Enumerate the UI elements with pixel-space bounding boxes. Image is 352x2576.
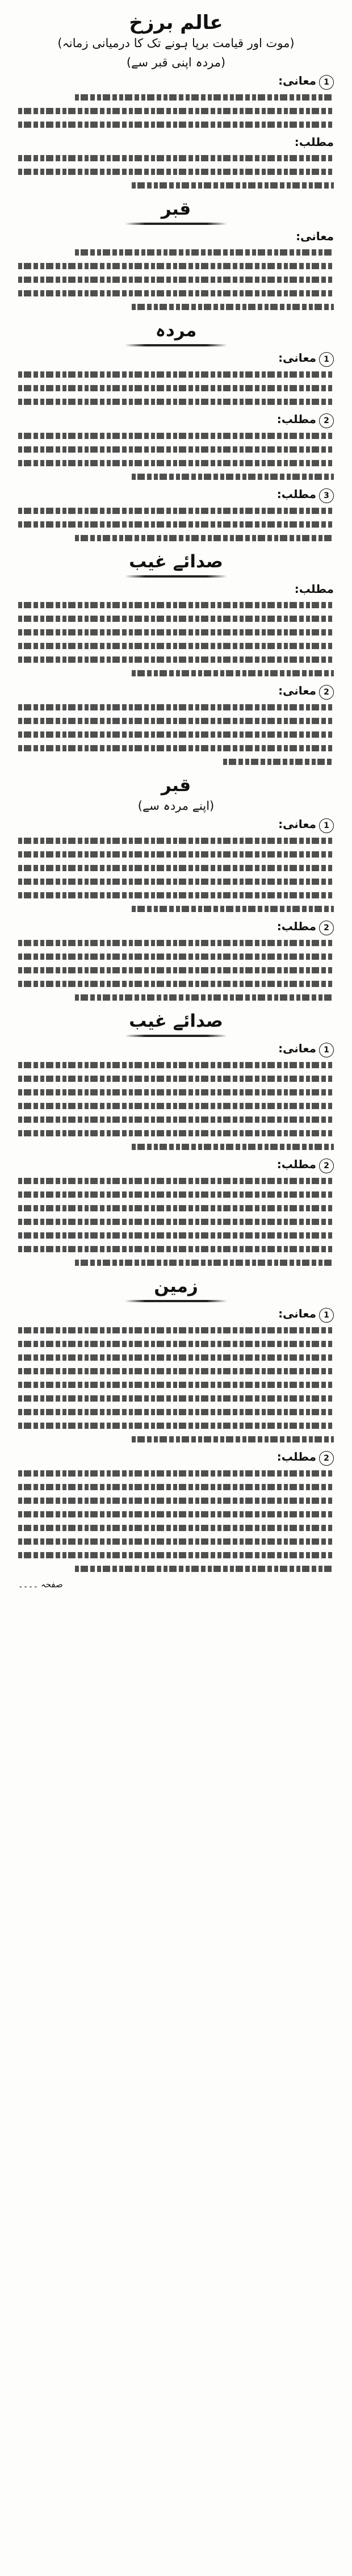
text-line <box>18 1511 334 1517</box>
text-line <box>18 1395 334 1402</box>
page-footer: صفحہ ۔۔۔۔ <box>18 1579 63 1590</box>
text-line <box>18 1552 334 1558</box>
text-line <box>75 535 334 541</box>
text-line <box>132 474 334 480</box>
text-line <box>18 745 334 751</box>
title-rule <box>125 1300 227 1302</box>
text-line <box>18 433 334 439</box>
text-line <box>18 1354 334 1361</box>
text-line <box>18 155 334 161</box>
text-line <box>18 1103 334 1109</box>
text-line <box>18 1089 334 1095</box>
matlab-label: مطلب: <box>294 582 334 596</box>
text-line <box>18 277 334 283</box>
text-line <box>18 879 334 885</box>
section-title: قبر <box>161 775 191 796</box>
paragraph <box>18 919 334 1001</box>
text-line <box>18 643 334 649</box>
text-line <box>18 108 334 114</box>
section-subtitle: (اپنے مردہ سے) <box>137 799 215 813</box>
title-rule <box>125 344 227 346</box>
meaning-label: معانی: <box>278 1042 316 1055</box>
text-line <box>18 865 334 871</box>
page-title: عالم برزخ <box>129 11 223 34</box>
section-title: قبر <box>161 199 191 219</box>
text-line <box>18 1498 334 1504</box>
text-line <box>18 940 334 946</box>
text-line <box>18 731 334 738</box>
text-line <box>18 629 334 635</box>
page-subtitle-2: (مردہ اپنی قبر سے) <box>126 56 226 69</box>
text-line <box>18 1246 334 1252</box>
meaning-label: معانی: <box>296 229 334 243</box>
text-line <box>18 1130 334 1136</box>
paragraph <box>18 135 334 189</box>
section-title: مردہ <box>155 320 197 341</box>
paragraph <box>18 229 334 310</box>
paragraph-number: 2 <box>319 1159 334 1173</box>
paragraph <box>18 684 334 765</box>
matlab-label: مطلب: <box>276 1157 316 1171</box>
paragraph <box>18 1307 334 1442</box>
text-line <box>18 521 334 528</box>
paragraph <box>18 582 334 676</box>
text-line <box>18 718 334 724</box>
text-line <box>18 371 334 378</box>
text-line <box>18 954 334 960</box>
text-line <box>18 399 334 405</box>
text-line <box>18 1076 334 1082</box>
page-subtitle: (موت اور قیامت برپا ہونے تک کا درمیانی زمانہ) <box>57 36 295 50</box>
text-line <box>18 1191 334 1198</box>
matlab-label: مطلب: <box>276 919 316 933</box>
text-line <box>18 1470 334 1477</box>
paragraph <box>18 1450 334 1572</box>
paragraph <box>18 1157 334 1266</box>
title-rule <box>125 575 227 578</box>
section-title: صدائے غیب <box>129 1011 223 1031</box>
text-line <box>18 1062 334 1068</box>
paragraph-number: 1 <box>319 352 334 367</box>
text-line <box>18 1205 334 1211</box>
text-line <box>132 304 334 310</box>
meaning-label: معانی: <box>278 1307 316 1320</box>
text-line <box>18 1327 334 1333</box>
meaning-label: معانی: <box>278 684 316 697</box>
paragraph <box>18 351 334 405</box>
section-title: زمین <box>154 1276 198 1297</box>
title-rule <box>125 223 227 225</box>
text-line <box>223 759 334 765</box>
paragraph <box>18 817 334 912</box>
paragraph <box>18 1042 334 1150</box>
paragraph-number: 2 <box>319 921 334 935</box>
paragraph-number: 3 <box>319 488 334 503</box>
paragraph <box>18 487 334 541</box>
meaning-label: معانی: <box>278 74 316 87</box>
paragraph-number: 1 <box>319 818 334 833</box>
text-line <box>18 1382 334 1388</box>
text-line <box>18 1368 334 1374</box>
text-line <box>18 169 334 175</box>
text-line <box>18 892 334 898</box>
matlab-label: مطلب: <box>276 412 316 426</box>
text-line <box>18 385 334 391</box>
text-line <box>18 1525 334 1531</box>
paragraph-number: 2 <box>319 685 334 700</box>
paragraph-number: 1 <box>319 1043 334 1057</box>
text-line <box>18 263 334 269</box>
text-line <box>18 1341 334 1347</box>
text-line <box>132 1436 334 1442</box>
text-line <box>18 1219 334 1225</box>
text-line <box>18 1423 334 1429</box>
text-line <box>18 616 334 622</box>
text-line <box>75 249 334 256</box>
text-line <box>132 182 334 189</box>
text-line <box>18 656 334 663</box>
text-line <box>18 967 334 973</box>
text-line <box>18 851 334 858</box>
text-line <box>18 1409 334 1415</box>
meaning-label: معانی: <box>278 817 316 831</box>
text-line <box>18 508 334 514</box>
paragraph-number: 1 <box>319 1308 334 1323</box>
matlab-label: مطلب: <box>276 1450 316 1463</box>
title-rule <box>125 1035 227 1037</box>
text-line <box>18 460 334 466</box>
text-line <box>18 446 334 453</box>
text-line <box>18 1178 334 1184</box>
text-line <box>75 1260 334 1266</box>
text-line <box>132 1144 334 1150</box>
text-line <box>18 838 334 844</box>
text-line <box>18 1538 334 1545</box>
section-title: صدائے غیب <box>129 551 223 572</box>
text-line <box>18 981 334 987</box>
paragraph-number: 2 <box>319 1451 334 1466</box>
text-line <box>18 704 334 710</box>
matlab-label: مطلب: <box>276 487 316 501</box>
text-line <box>18 1232 334 1239</box>
text-line <box>18 1116 334 1123</box>
text-line <box>132 906 334 912</box>
text-line <box>18 122 334 128</box>
text-line <box>132 670 334 676</box>
matlab-label: مطلب: <box>294 135 334 149</box>
document-page <box>9 0 343 1598</box>
paragraph-number: 1 <box>319 75 334 90</box>
text-line <box>18 1484 334 1490</box>
text-line <box>18 290 334 296</box>
meaning-label: معانی: <box>278 351 316 365</box>
text-line <box>75 94 334 101</box>
paragraph <box>18 412 334 480</box>
text-line <box>75 994 334 1001</box>
text-line <box>75 1566 334 1572</box>
paragraph <box>18 74 334 128</box>
text-line <box>18 602 334 608</box>
paragraph-number: 2 <box>319 413 334 428</box>
